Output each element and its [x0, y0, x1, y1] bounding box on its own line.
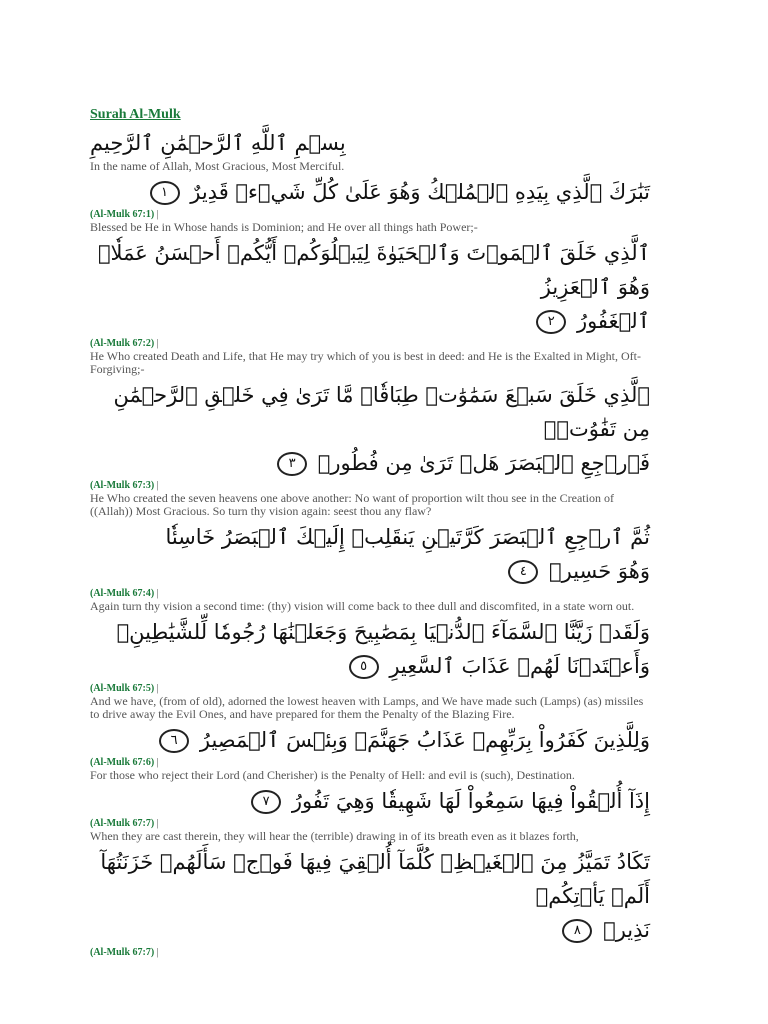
verse-arabic-line: [90, 554, 650, 588]
verse-translation: For those who reject their Lord (and Cherisher) is the Penalty of Hell: and evil is (such), Destination.: [90, 768, 575, 782]
verse-arabic-text: ثُمَّ ٱرۡجِعِ ٱلۡبَصَرَ كَرَّتَيۡنِ يَنقَلِبۡ إِلَيۡكَ ٱلۡبَصَرُ خَاسِئٗا: [165, 525, 650, 549]
verse-arabic-text: ٱلۡغَفُورُ: [576, 309, 650, 333]
verse-arabic-line: [90, 845, 650, 913]
verse-arabic-text: فَٱرۡجِعِ ٱلۡبَصَرَ هَلۡ تَرَىٰ مِن فُطُورٖ: [317, 451, 650, 475]
verse-reference-text[interactable]: (Al-Mulk 67:3): [90, 480, 155, 491]
verse-block: [90, 520, 650, 613]
verse-arabic-text: إِذَآ أُلۡقُواْ فِيهَا سَمِعُواْ لَهَا شَهِيقٗا وَهِيَ تَفُورُ: [291, 789, 650, 813]
verse-block: [90, 615, 650, 721]
verse-reference-text[interactable]: (Al-Mulk 67:2): [90, 338, 155, 349]
ayah-number-icon: ٨: [562, 919, 592, 943]
ayah-number-icon: ٧: [251, 790, 281, 814]
verse-translation: He Who created the seven heavens one above another: No want of proportion wilt thou see in the Creation of ((Allah)) Most Gracious. So turn thy vision again: seest thou any flaw?: [90, 491, 614, 518]
verse-arabic-line: [90, 446, 650, 480]
verse-reference-text[interactable]: (Al-Mulk 67:1): [90, 209, 155, 220]
verse-arabic-text: وَلَقَدۡ زَيَّنَّا ٱلسَّمَآءَ ٱلدُّنۡيَا بِمَصَٰبِيحَ وَجَعَلۡنَٰهَا رُجُومٗا لِّلشَّيَٰطِينِۖ: [116, 620, 650, 644]
verse-block: [90, 845, 650, 959]
verse-reference-text[interactable]: (Al-Mulk 67:4): [90, 588, 155, 599]
verse-arabic-text: ٱلَّذِي خَلَقَ سَبۡعَ سَمَٰوَٰتٖ طِبَاقٗاۖ مَّا تَرَىٰ فِي خَلۡقِ ٱلرَّحۡمَٰنِ مِن تَفَٰوُتٖۖ: [113, 383, 650, 441]
verse-translation: And we have, (from of old), adorned the lowest heaven with Lamps, and We have made such (Lamps) (as) missiles to drive away the Evil Ones, and have prepared for them the Penalty of the Blazing Fire.: [90, 694, 644, 721]
verse-arabic-text: تَبَٰرَكَ ٱلَّذِي بِيَدِهِ ٱلۡمُلۡكُ وَهُوَ عَلَىٰ كُلِّ شَيۡءٖ قَدِيرٌ: [190, 180, 650, 204]
verse-reference-text[interactable]: (Al-Mulk 67:6): [90, 757, 155, 768]
separator: |: [154, 818, 159, 829]
verse-reference-link[interactable]: [90, 947, 650, 959]
ayah-number-icon: ٥: [349, 655, 379, 679]
ayah-number-icon: ٤: [508, 560, 538, 584]
ayah-number-icon: ٢: [536, 310, 566, 334]
verse-block: [90, 784, 650, 843]
verse-arabic-text: نَذِيرٞ: [603, 918, 650, 942]
verse-arabic-text: وَلِلَّذِينَ كَفَرُواْ بِرَبِّهِمۡ عَذَابُ جَهَنَّمَۖ وَبِئۡسَ ٱلۡمَصِيرُ: [199, 728, 650, 752]
verse-arabic-text: وَأَعۡتَدۡنَا لَهُمۡ عَذَابَ ٱلسَّعِيرِ: [389, 654, 650, 678]
verse-arabic-line: [90, 649, 650, 683]
verse-translation: Again turn thy vision a second time: (thy) vision will come back to thee dull and discomfited, in a state worn out.: [90, 599, 635, 613]
verse-arabic-line: [90, 723, 650, 757]
surah-title[interactable]: Surah Al-Mulk: [90, 107, 181, 122]
verse-list: [90, 175, 650, 959]
verse-block: [90, 175, 650, 234]
verse-arabic-line: [90, 236, 650, 304]
verse-arabic-line: [90, 175, 650, 209]
ayah-number-icon: ٣: [277, 452, 307, 476]
verse-translation: He Who created Death and Life, that He may try which of you is best in deed: and He is the Exalted in Might, Oft-Forgiving;-: [90, 349, 641, 376]
verse-reference-text[interactable]: (Al-Mulk 67:7): [90, 818, 155, 829]
surah-page: [90, 106, 650, 959]
separator: |: [154, 757, 159, 768]
verse-arabic-line: [90, 913, 650, 947]
verse-block: [90, 723, 650, 782]
separator: |: [154, 338, 159, 349]
basmala-arabic: بِسۡمِ ٱللَّهِ ٱلرَّحۡمَٰنِ ٱلرَّحِيمِ: [90, 131, 346, 155]
verse-arabic-text: ٱلَّذِي خَلَقَ ٱلۡمَوۡتَ وَٱلۡحَيَوٰةَ لِيَبۡلُوَكُمۡ أَيُّكُمۡ أَحۡسَنُ عَمَلٗاۚ وَهُوَ ٱلۡعَزِيزُ: [97, 241, 650, 299]
separator: |: [154, 683, 159, 694]
verse-arabic-text: تَكَادُ تَمَيَّزُ مِنَ ٱلۡغَيۡظِۖ كُلَّمَآ أُلۡقِيَ فِيهَا فَوۡجٞ سَأَلَهُمۡ خَزَنَتُهَآ أَلَمۡ يَأۡتِكُمۡ: [100, 850, 650, 908]
verse-block: [90, 236, 650, 376]
basmala-translation: In the name of Allah, Most Gracious, Most Merciful.: [90, 159, 345, 173]
verse-arabic-text: وَهُوَ حَسِيرٞ: [549, 559, 650, 583]
verse-translation: When they are cast therein, they will hear the (terrible) drawing in of its breath even as it blazes forth,: [90, 829, 579, 843]
separator: |: [154, 947, 159, 958]
verse-reference-text[interactable]: (Al-Mulk 67:5): [90, 683, 155, 694]
verse-arabic-line: [90, 520, 650, 554]
verse-block: [90, 378, 650, 518]
verse-arabic-line: [90, 615, 650, 649]
separator: |: [154, 209, 159, 220]
ayah-number-icon: ١: [150, 181, 180, 205]
separator: |: [154, 588, 159, 599]
verse-arabic-line: [90, 378, 650, 446]
verse-arabic-line: [90, 784, 650, 818]
verse-arabic-line: [90, 304, 650, 338]
verse-translation: Blessed be He in Whose hands is Dominion; and He over all things hath Power;-: [90, 220, 478, 234]
verse-reference-text[interactable]: (Al-Mulk 67:7): [90, 947, 155, 958]
ayah-number-icon: ٦: [159, 729, 189, 753]
separator: |: [154, 480, 159, 491]
